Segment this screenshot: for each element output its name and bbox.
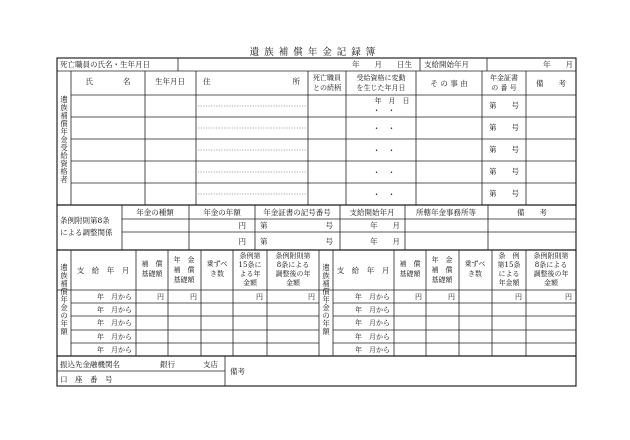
svg-text:族: 族: [60, 271, 68, 280]
adjust-go: 号: [325, 237, 333, 246]
date-dots: ・ ・: [372, 146, 396, 155]
pay-period-from: 年 月から: [97, 293, 132, 301]
svg-text:乗ずべ: 乗ずべ: [206, 260, 228, 268]
pay-yen-right: 円: [515, 293, 522, 301]
svg-text:補 償: 補 償: [141, 260, 163, 268]
cert-number-field: 第 号: [489, 101, 519, 110]
svg-text:基礎額: 基礎額: [431, 276, 453, 284]
pay-period-from-right: 年 月から: [355, 319, 390, 327]
bank-remarks-label: 備考: [230, 367, 245, 376]
svg-text:条例附則第: 条例附則第: [275, 252, 311, 260]
svg-text:補: 補: [60, 279, 68, 288]
svg-text:死亡職員: 死亡職員: [313, 74, 341, 82]
svg-text:年: 年: [60, 319, 68, 328]
pay-period-from: 年 月から: [97, 306, 132, 314]
col-relation: [313, 73, 341, 92]
pay-col-adjusted: [276, 251, 311, 287]
svg-text:の: の: [322, 311, 330, 320]
col-reason: そ の 事 由: [430, 79, 468, 88]
pay-period-from-right: 年 月から: [355, 346, 390, 354]
svg-text:き数: き数: [210, 270, 224, 278]
svg-text:補 償: 補 償: [399, 260, 421, 268]
svg-text:資: 資: [60, 159, 68, 168]
adjust-year-month: 年 月: [370, 237, 400, 246]
svg-text:の: の: [60, 311, 68, 320]
svg-text:基礎額: 基礎額: [399, 270, 421, 278]
svg-text:遺: 遺: [60, 263, 68, 272]
pay-yen-right: 円: [565, 293, 572, 301]
svg-text:金額: 金額: [544, 279, 558, 287]
svg-text:受給資格に変動: 受給資格に変動: [356, 74, 406, 82]
pay-col-multiplier-right: [465, 259, 486, 278]
pay-period-from: 年 月から: [97, 346, 132, 354]
pay-col-art15-right: [498, 251, 521, 287]
svg-text:条例第: 条例第: [239, 252, 261, 260]
svg-text:の 番 号: の 番 号: [491, 84, 517, 92]
pay-yen: 円: [157, 293, 164, 301]
adjust-col-remarks: 備 考: [517, 208, 547, 217]
svg-text:8条による: 8条による: [276, 261, 310, 269]
svg-text:年: 年: [322, 295, 330, 304]
svg-text:金: 金: [322, 303, 330, 312]
birth-date-value: 年 月 日生: [352, 60, 412, 69]
svg-text:額: 額: [322, 327, 330, 336]
svg-text:遺: 遺: [60, 95, 68, 104]
adjust-year-month: 年 月: [370, 221, 400, 230]
pay-col-base: [142, 259, 164, 278]
col-address-right: 所: [292, 77, 300, 86]
svg-text:族: 族: [322, 271, 330, 280]
svg-text:金額: 金額: [286, 279, 300, 287]
svg-text:補: 補: [60, 111, 68, 120]
adjust-col-start: 支給開始年月: [349, 208, 395, 217]
svg-text:による: による: [498, 270, 520, 278]
bank-suffix: 銀行: [160, 360, 175, 369]
pay-yen-right: 円: [415, 293, 422, 301]
adjust-yen: 円: [238, 237, 246, 246]
cert-number-field: 第 号: [489, 145, 519, 154]
adjust-dai: 第: [260, 237, 268, 246]
adjust-col-amount: 年金の年額: [203, 208, 241, 217]
svg-text:償: 償: [60, 119, 68, 128]
svg-text:金額: 金額: [243, 279, 257, 287]
svg-text:受: 受: [60, 143, 68, 152]
svg-text:第15条: 第15条: [497, 261, 521, 269]
svg-text:年: 年: [60, 127, 68, 136]
svg-text:年 金: 年 金: [173, 256, 195, 264]
adjust-label: [60, 215, 113, 237]
svg-text:による調整関係: による調整関係: [60, 228, 113, 237]
svg-text:基礎額: 基礎額: [141, 270, 163, 278]
svg-text:乗ずべ: 乗ずべ: [464, 260, 486, 268]
svg-text:8条による: 8条による: [534, 261, 568, 269]
payment-side-label-right: [322, 263, 330, 336]
svg-text:との続柄: との続柄: [313, 84, 341, 92]
pay-col-adjusted-right: [534, 251, 569, 287]
pay-col-pension-base-right: [432, 255, 454, 284]
date-dots: ・ ・: [372, 124, 396, 133]
svg-text:者: 者: [60, 175, 68, 184]
svg-text:15条に: 15条に: [238, 261, 262, 269]
date-dots: ・ ・: [372, 168, 396, 177]
pay-period-from-right: 年 月から: [355, 333, 390, 341]
adjust-go: 号: [325, 221, 333, 230]
svg-text:金: 金: [60, 135, 68, 144]
pay-period-from-right: 年 月から: [355, 293, 390, 301]
date-dots: ・ ・: [372, 106, 396, 115]
adjust-dai: 第: [260, 221, 268, 230]
adjust-col-cert: 年金証書の記号番号: [263, 208, 331, 217]
svg-text:年 金: 年 金: [431, 256, 453, 264]
svg-text:条例附則第8条: 条例附則第8条: [60, 216, 110, 225]
start-month-value: 年 月: [543, 60, 573, 69]
pay-col-base-right: [400, 259, 422, 278]
pay-yen: 円: [256, 293, 263, 301]
svg-text:給: 給: [60, 151, 68, 160]
branch-suffix: 支店: [203, 360, 218, 369]
col-cert-no: [490, 73, 518, 92]
svg-text:遺: 遺: [322, 263, 330, 272]
svg-text:条例附則第: 条例附則第: [533, 252, 569, 260]
adjust-col-type: 年金の種類: [136, 208, 174, 217]
pay-col-pension-base: [174, 255, 196, 284]
eligible-side-label: [60, 95, 68, 184]
deceased-label: 死亡職員の氏名・生年月日: [60, 60, 150, 69]
svg-text:よる年: よる年: [239, 270, 261, 278]
pay-col-period: 支 給 年 月: [76, 266, 130, 275]
pay-col-multiplier: [207, 259, 228, 278]
svg-text:補 償: 補 償: [431, 266, 453, 274]
svg-text:年: 年: [60, 295, 68, 304]
pay-yen: 円: [308, 293, 315, 301]
svg-text:償: 償: [322, 287, 330, 296]
svg-text:格: 格: [60, 167, 68, 176]
start-month-label: 支給開始年月: [424, 60, 469, 69]
col-birth: 生年月日: [155, 77, 185, 86]
col-address-left: 住: [203, 77, 211, 86]
pay-period-from: 年 月から: [97, 319, 132, 327]
date-header: 年 月 日: [374, 97, 410, 105]
svg-text:金: 金: [60, 303, 68, 312]
col-remarks: 備 考: [536, 79, 566, 88]
col-name: 氏 名: [85, 77, 131, 86]
cert-number-field: 第 号: [489, 123, 519, 132]
adjust-col-office: 所轄年金事務所等: [416, 208, 476, 217]
svg-text:基礎額: 基礎額: [173, 276, 195, 284]
svg-text:調整後の年: 調整後の年: [275, 270, 311, 278]
svg-text:き数: き数: [468, 270, 482, 278]
svg-text:額: 額: [60, 327, 68, 336]
svg-text:条 例: 条 例: [498, 252, 520, 260]
svg-text:年: 年: [322, 319, 330, 328]
adjust-yen: 円: [238, 221, 246, 230]
pay-yen-right: 円: [448, 293, 455, 301]
svg-text:補: 補: [322, 279, 330, 288]
svg-text:年金証書: 年金証書: [490, 74, 518, 82]
bank-label: 振込先金融機関名: [60, 360, 120, 369]
pay-yen: 円: [190, 293, 197, 301]
pay-period-from-right: 年 月から: [355, 306, 390, 314]
pay-col-art15: [239, 251, 262, 287]
col-eligible-date: [357, 73, 406, 92]
svg-text:年金額: 年金額: [498, 279, 520, 287]
pay-col-period-right: 支 給 年 月: [336, 266, 390, 275]
svg-text:償: 償: [60, 287, 68, 296]
cert-number-field: 第 号: [489, 189, 519, 198]
form-title: 遺族補償年金記録簿: [249, 47, 381, 58]
svg-text:族: 族: [60, 103, 68, 112]
date-dots: ・ ・: [372, 190, 396, 199]
cert-number-field: 第 号: [489, 167, 519, 176]
account-label: 口 座 番 号: [60, 375, 113, 384]
svg-text:補 償: 補 償: [173, 266, 195, 274]
pay-period-from: 年 月から: [97, 333, 132, 341]
payment-side-label-left: [60, 263, 68, 336]
svg-text:調整後の年: 調整後の年: [533, 270, 569, 278]
svg-text:を生じた年月日: を生じた年月日: [356, 84, 406, 92]
